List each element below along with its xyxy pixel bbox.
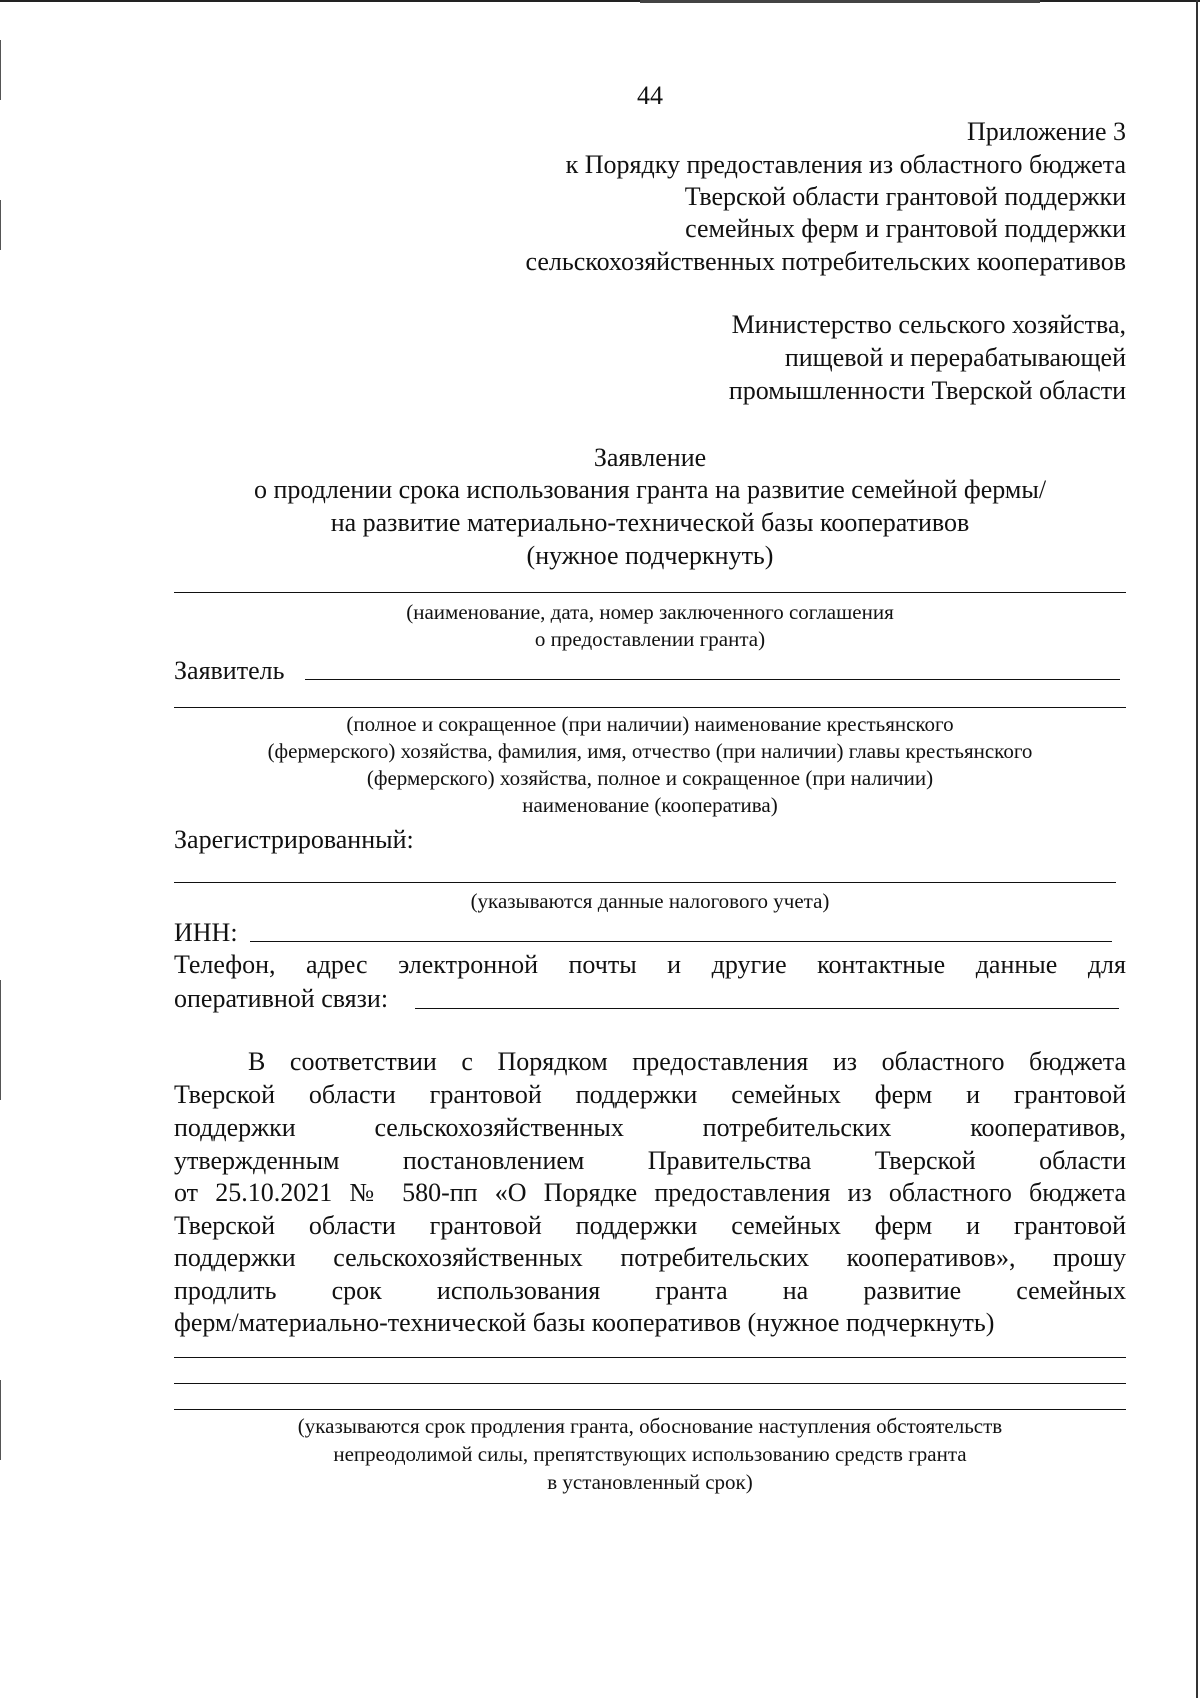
- extension-field-line[interactable]: [174, 1409, 1126, 1410]
- body-line: Тверской области грантовой поддержки семейных ферм и грантовой: [174, 1211, 1126, 1240]
- body-line: поддержки сельскохозяйственных потребительских кооперативов», прошу: [174, 1243, 1126, 1272]
- agreement-field-line[interactable]: [174, 592, 1126, 593]
- page-number: 44: [637, 81, 663, 110]
- appendix-line: семейных ферм и грантовой поддержки: [685, 214, 1126, 243]
- contacts-field-line[interactable]: [415, 1008, 1119, 1009]
- scan-left-mark: [0, 40, 1, 100]
- title-line: (нужное подчеркнуть): [526, 541, 774, 570]
- hint-applicant-line: (полное и сокращенное (при наличии) наименование крестьянского: [346, 712, 954, 736]
- extension-field-line[interactable]: [174, 1357, 1126, 1358]
- body-line: ферм/материально-технической базы кооперативов (нужное подчеркнуть): [174, 1308, 995, 1337]
- body-line: продлить срок использования гранта на развитие семейных: [174, 1276, 1126, 1305]
- registered-field-line[interactable]: [174, 882, 1116, 883]
- applicant-field-line-2[interactable]: [174, 707, 1126, 708]
- addressee-line: промышленности Тверской области: [728, 376, 1126, 405]
- extension-field-line[interactable]: [174, 1383, 1126, 1384]
- hint-extension-line: непреодолимой силы, препятствующих использованию средств гранта: [333, 1442, 967, 1466]
- hint-applicant-line: (фермерского) хозяйства, фамилия, имя, отчество (при наличии) главы крестьянского: [267, 739, 1033, 763]
- scan-top-edge-mark: [640, 0, 1040, 3]
- inn-field-line[interactable]: [250, 941, 1112, 942]
- body-line: поддержки сельскохозяйственных потребительских кооперативов,: [174, 1113, 1126, 1142]
- addressee-line: Министерство сельского хозяйства,: [731, 310, 1126, 339]
- appendix-line: Тверской области грантовой поддержки: [684, 182, 1126, 211]
- contacts-line: Телефон, адрес электронной почты и другие контактные данные для: [174, 950, 1126, 979]
- appendix-line: сельскохозяйственных потребительских кооперативов: [525, 247, 1126, 276]
- title-line: о продлении срока использования гранта на развитие семейной фермы/: [253, 475, 1047, 504]
- applicant-label: Заявитель: [174, 656, 285, 685]
- inn-label: ИНН:: [174, 918, 238, 947]
- hint-applicant-line: (фермерского) хозяйства, полное и сокращенное (при наличии): [366, 766, 934, 790]
- title-line: Заявление: [593, 443, 707, 472]
- hint-extension-line: (указываются срок продления гранта, обоснование наступления обстоятельств: [297, 1414, 1003, 1438]
- registered-label: Зарегистрированный:: [174, 825, 414, 854]
- addressee-line: пищевой и перерабатывающей: [784, 343, 1126, 372]
- hint-tax: (указываются данные налогового учета): [470, 889, 830, 913]
- body-line: В соответствии с Порядком предоставления из областного бюджета: [248, 1047, 1126, 1076]
- body-line: утвержденным постановлением Правительства Тверской области: [174, 1146, 1126, 1175]
- scan-left-mark: [0, 200, 1, 250]
- hint-agreement-line: (наименование, дата, номер заключенного соглашения: [406, 600, 894, 624]
- body-line: Тверской области грантовой поддержки семейных ферм и грантовой: [174, 1080, 1126, 1109]
- hint-agreement-line: о предоставлении гранта): [534, 627, 766, 651]
- appendix-line: к Порядку предоставления из областного бюджета: [565, 150, 1126, 179]
- body-line: от 25.10.2021 № 580-пп «О Порядке предоставления из областного бюджета: [174, 1178, 1126, 1207]
- hint-extension-line: в установленный срок): [547, 1470, 753, 1494]
- title-line: на развитие материально-технической базы кооперативов: [330, 508, 970, 537]
- hint-applicant-line: наименование (кооператива): [522, 793, 778, 817]
- contacts-label: оперативной связи:: [174, 984, 389, 1013]
- scan-left-mark: [0, 980, 1, 1100]
- appendix-line: Приложение 3: [966, 117, 1126, 146]
- applicant-field-line[interactable]: [305, 679, 1120, 680]
